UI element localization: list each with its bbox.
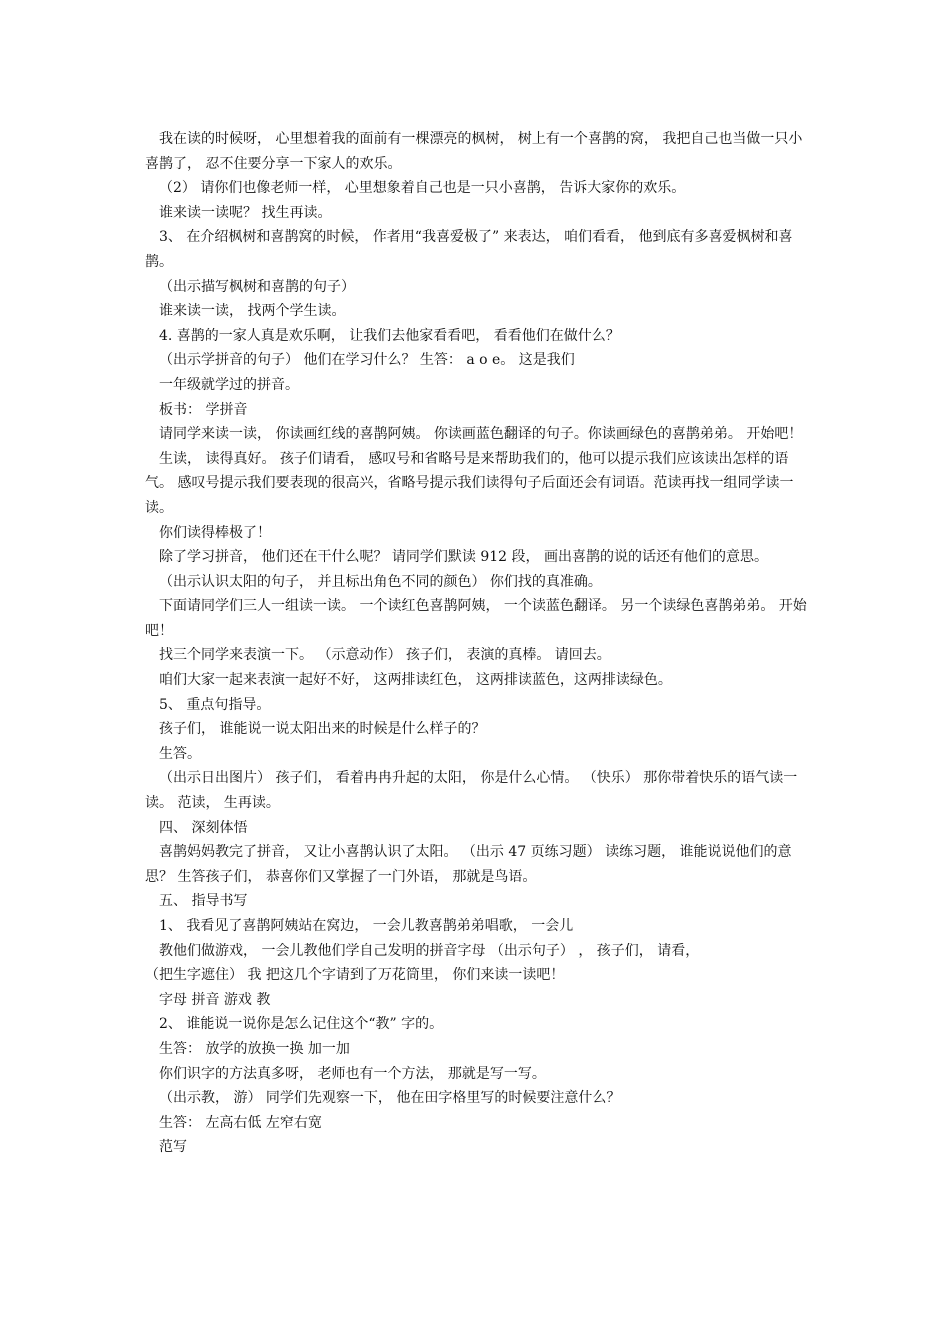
paragraph: 3、 在介绍枫树和喜鹊窝的时候， 作者用“我喜爱极了” 来表达， 咱们看看， 他到底有多喜爱枫树和喜鹊。 [145, 229, 793, 270]
paragraph: 一年级就学过的拼音。 [159, 376, 299, 393]
paragraph: 2、 谁能说一说你是怎么记住这个“教” 字的。 [159, 1016, 444, 1033]
paragraph: 4. 喜鹊的一家人真是欢乐啊， 让我们去他家看看吧， 看看他们在做什么？ [159, 327, 620, 344]
paragraph: 字母 拼音 游戏 教 [159, 991, 271, 1008]
paragraph: 孩子们， 谁能说一说太阳出来的时候是什么样子的？ [159, 721, 486, 738]
paragraph: 生答： 左高右低 左窄右宽 [159, 1114, 322, 1131]
paragraph: 下面请同学们三人一组读一读。 一个读红色喜鹊阿姨， 一个读蓝色翻译。 另一个读绿色喜鹊弟弟。 开始吧！ [145, 598, 807, 639]
paragraph: 咱们大家一起来表演一起好不好， 这两排读红色， 这两排读蓝色，这两排读绿色。 [159, 672, 672, 689]
paragraph: 找三个同学来表演一下。 （示意动作） 孩子们， 表演的真棒。 请回去。 [159, 647, 611, 664]
paragraph: （出示描写枫树和喜鹊的句子） [159, 278, 355, 295]
section-heading: 五、 指导书写 [159, 893, 248, 910]
paragraph: （把生字遮住） 我 把这几个字请到了万花筒里， 你们来读一读吧！ [145, 967, 565, 984]
paragraph: （出示日出图片） 孩子们， 看着冉冉升起的太阳， 你是什么心情。 （快乐） 那你带着快乐的语气读一读。 范读， 生再读。 [145, 770, 798, 812]
section-heading: 5、 重点句指导。 [159, 696, 271, 713]
paragraph: （出示认识太阳的句子， 并且标出角色不同的颜色） 你们找的真准确。 [159, 573, 602, 590]
paragraph: 教他们做游戏， 一会儿教他们学自己发明的拼音字母 （出示句子） ， 孩子们， 请看， [159, 942, 700, 959]
paragraph: 谁来读一读呢？ 找生再读。 [159, 204, 332, 221]
paragraph: 请同学来读一读， 你读画红线的喜鹊阿姨。 你读画蓝色翻译的句子。你读画绿色的喜鹊弟弟。 开始吧！ [159, 426, 803, 443]
section-heading: 四、 深刻体悟 [159, 819, 248, 836]
paragraph: 1、 我看见了喜鹊阿姨站在窝边， 一会儿教喜鹊弟弟唱歌， 一会儿 [159, 918, 574, 934]
paragraph: （出示教， 游） 同学们先观察一下， 他在田字格里写的时候要注意什么？ [159, 1090, 621, 1107]
paragraph: 你们读得棒极了！ [159, 524, 271, 541]
paragraph: 生答。 [159, 745, 201, 762]
paragraph: 除了学习拼音， 他们还在干什么呢？ 请同学们默读 912 段， 画出喜鹊的说的话还有他们的意思。 [159, 549, 768, 566]
paragraph: 我在读的时候呀， 心里想着我的面前有一棵漂亮的枫树， 树上有一个喜鹊的窝， 我把自己也当做一只小喜鹊了， 忍不住要分享一下家人的欢乐。 [145, 131, 803, 172]
paragraph: （出示学拼音的句子） 他们在学习什么？ 生答： a o e。 这是我们 [159, 352, 575, 369]
paragraph: 生读， 读得真好。 孩子们请看， 感叹号和省略号是来帮助我们的，他可以提示我们应该读出怎样的语气。 感叹号提示我们要表现的很高兴，省略号提示我们读得句子后面还会有词语。范读再找一组同学读一读。 [145, 450, 794, 516]
paragraph: 你们识字的方法真多呀， 老师也有一个方法， 那就是写一写。 [159, 1065, 546, 1082]
paragraph: 喜鹊妈妈教完了拼音， 又让小喜鹊认识了太阳。 （出示 47 页练习题） 读练习题， 谁能说说他们的意思？ 生答孩子们， 恭喜你们又掌握了一门外语， 那就是鸟语。 [145, 844, 792, 885]
paragraph: 生答： 放学的放换一换 加一加 [159, 1040, 350, 1057]
paragraph: 谁来读一读， 找两个学生读。 [159, 303, 346, 320]
paragraph: （2） 请你们也像老师一样， 心里想象着自己也是一只小喜鹊， 告诉大家你的欢乐。 [159, 180, 686, 197]
paragraph: 板书： 学拼音 [159, 401, 248, 418]
paragraph: 范写 [159, 1139, 187, 1156]
document-body [145, 127, 810, 1160]
